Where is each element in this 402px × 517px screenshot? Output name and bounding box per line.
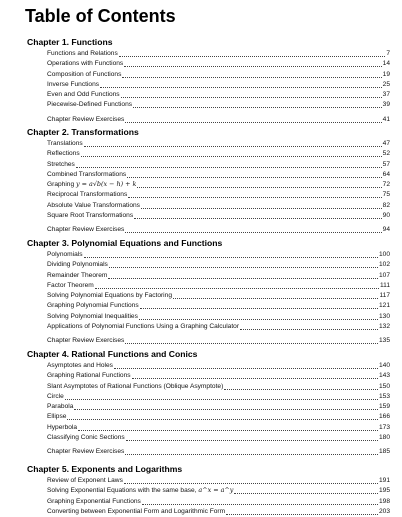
toc-entry[interactable] [47,291,390,301]
toc-entry[interactable] [47,301,390,311]
toc-entry[interactable] [47,139,390,149]
toc-entry-text: Converting between Exponential Form and Logarithmic Form [47,507,226,515]
toc-entry[interactable] [47,260,390,270]
page-number: 52 [382,150,390,158]
toc-entry[interactable] [47,322,390,332]
toc-entry-text: Solving Polynomial Inequalities [47,312,138,320]
chapter-review-entry[interactable] [47,115,390,125]
page-title: Table of Contents [25,6,176,26]
toc-entry-label [47,149,81,159]
toc-entry-text: Chapter Review Exercises [47,115,125,123]
toc-entry-label [47,322,240,332]
toc-entry-text: Chapter Review Exercises [47,226,125,234]
toc-entry-label [47,49,119,59]
toc-entry[interactable] [47,100,390,110]
page-number: 19 [382,70,390,78]
page-number: 198 [378,497,390,505]
toc-entry-label [47,160,76,170]
page-number: 111 [379,281,390,289]
page-number: 39 [382,101,390,109]
toc-entry-text: Graphing [47,181,75,189]
toc-entry[interactable] [47,433,390,443]
toc-entry-label [47,382,224,392]
toc-entry-label [47,433,126,443]
toc-entry-label [47,80,100,90]
page-number: 135 [378,337,390,345]
toc-entry-text: Even and Odd Functions [47,91,120,99]
dot-leader [114,368,378,369]
page-number: 107 [378,271,390,279]
toc-entry-list [47,476,390,517]
toc-entry-text: Polynomials [47,251,83,258]
toc-entry-text: Hyperbola [47,423,78,431]
page-number: 203 [378,507,390,515]
toc-entry-text: Applications of Polynomial Functions Using a Graphing Calculator [47,323,240,331]
toc-entry[interactable] [47,507,390,517]
page-number: 75 [382,191,390,199]
toc-entry[interactable] [47,497,390,507]
toc-entry[interactable] [47,392,390,402]
chapter-section [27,348,390,458]
toc-entry-text: Review of Exponent Laws [47,477,123,484]
toc-entry[interactable] [47,271,390,281]
dot-leader [137,187,381,188]
page-number: 153 [378,392,390,400]
toc-entry-label [47,447,125,457]
toc-entry-text: Piecewise-Defined Functions [47,101,133,109]
dot-leader [134,218,382,219]
dot-leader [122,77,381,78]
dot-leader [124,66,381,67]
dot-leader [74,409,378,410]
toc-entry[interactable] [47,382,390,392]
toc-entry-label [47,225,125,235]
toc-entry[interactable] [47,70,390,80]
dot-leader [78,430,378,431]
dot-leader [132,378,378,379]
toc-entry[interactable] [47,402,390,412]
toc-entry-text: Solving Exponential Equations with the same base, [47,487,197,495]
toc-entry-text: Reflections [47,150,80,158]
toc-entry[interactable] [47,59,390,69]
math-expression: a^x = a^y [198,486,234,495]
page-number: 191 [378,477,390,484]
toc-entry-list [47,139,390,236]
page-number: 37 [382,91,390,99]
page-number: 150 [378,382,390,390]
toc-entry[interactable] [47,160,390,170]
dot-leader [141,208,382,209]
toc-entry-text: Chapter Review Exercises [47,337,125,345]
dot-leader [67,419,378,420]
toc-entry-label [47,271,108,281]
page-number: 185 [378,448,390,456]
page-number: 143 [378,372,390,380]
dot-leader [119,56,386,57]
toc-entry-label [47,59,124,69]
toc-entry-text: Factor Theorem [47,281,94,289]
dot-leader [124,483,378,484]
toc-entry-label [47,371,132,381]
page-number: 132 [378,323,390,331]
toc-entry-text: Inverse Functions [47,80,100,88]
dot-leader [100,87,382,88]
toc-entry-text: Slant Asymptotes of Rational Functions (Oblique Asymptote) [47,382,224,390]
toc-entry-label [47,115,125,125]
chapter-section [27,237,390,347]
toc-entry-label [47,211,134,221]
dot-leader [121,97,382,98]
page-number: 140 [378,362,390,369]
chapter-heading[interactable]: Chapter 4. Rational Functions and Conics [27,349,198,359]
toc-entry[interactable] [47,361,390,371]
toc-entry-text: Remainder Theorem [47,271,108,279]
toc-entry-label [47,412,67,422]
math-expression: y = a√b(x − h) + k [75,180,137,189]
dot-leader [125,122,381,123]
toc-entry[interactable] [47,49,390,59]
toc-entry-label [47,90,121,100]
toc-entry-label [47,301,140,311]
toc-entry-label [47,139,84,149]
dot-leader [84,257,378,258]
dot-leader [95,288,379,289]
page-number: 102 [378,261,390,269]
toc-entry-label [47,291,173,301]
dot-leader [108,278,378,279]
page-number: 173 [378,423,390,431]
dot-leader [65,399,378,400]
chapter-section [27,36,390,125]
dot-leader [224,389,378,390]
toc-entry-text: Stretches [47,160,75,168]
toc-entry-text: Translations [47,140,83,147]
page-number: 130 [378,312,390,320]
toc-entry-label [47,423,78,433]
toc-entry[interactable] [47,80,390,90]
toc-entry-label [47,361,114,371]
dot-leader [240,329,378,330]
page-number: 14 [382,60,390,68]
page-number: 90 [382,212,390,220]
dot-leader [76,167,382,168]
page-number: 166 [378,413,390,421]
dot-leader [128,197,381,198]
toc-entry-label [47,507,226,517]
page-number: 25 [382,80,390,88]
page-number: 7 [386,50,390,57]
toc-entry[interactable] [47,149,390,159]
toc-entry-label [47,485,234,496]
dot-leader [84,146,382,147]
chapter-heading[interactable]: Chapter 2. Transformations [27,127,139,137]
toc-entry-text: Operations with Functions [47,60,124,68]
chapter-section [27,126,390,236]
toc-entry-text: Square Root Transformations [47,212,134,220]
toc-entry-list [47,250,390,347]
page-number: 195 [378,487,390,495]
chapter-review-entry[interactable] [47,336,390,346]
toc-entry-text: Asymptotes and Holes [47,362,113,369]
toc-entry[interactable] [47,312,390,322]
toc-entry[interactable] [47,250,390,260]
dot-leader [226,514,378,515]
dot-leader [126,440,378,441]
toc-entry-label [47,392,65,402]
toc-entry[interactable] [47,423,390,433]
toc-entry-label [47,100,133,110]
chapter-section [27,463,390,517]
chapter-review-entry[interactable] [47,225,390,235]
dot-leader [142,504,378,505]
chapter-heading[interactable]: Chapter 1. Functions [27,37,113,47]
dot-leader [125,232,381,233]
dot-leader [127,177,381,178]
page-number: 121 [378,302,390,310]
toc-entry[interactable] [47,371,390,381]
toc-entry-list [47,361,390,458]
dot-leader [125,454,378,455]
toc-entry[interactable] [47,90,390,100]
toc-entry-label [47,250,84,260]
dot-leader [109,267,378,268]
toc-entry-text: Solving Polynomial Equations by Factoring [47,292,172,300]
dot-leader [139,319,378,320]
toc-entry-text: Reciprocal Transformations [47,191,128,199]
toc-entry-label [47,281,95,291]
toc-entry-label [47,497,142,507]
page-number: 72 [382,181,390,189]
page-number: 180 [378,434,390,442]
toc-entry-text: Circle [47,392,64,400]
toc-entry-text: Ellipse [47,413,67,421]
chapter-heading[interactable]: Chapter 3. Polynomial Equations and Functions [27,238,223,248]
dot-leader [133,107,382,108]
toc-entry-label [47,402,74,412]
toc-entry-text: Graphing Polynomial Functions [47,302,139,310]
page-number: 57 [382,160,390,168]
toc-entry[interactable] [47,190,390,200]
dot-leader [125,343,378,344]
toc-entry-text: Parabola [47,403,74,411]
page-number: 41 [382,115,390,123]
chapter-review-entry[interactable] [47,447,390,457]
toc-entry-text: Functions and Relations [47,50,118,57]
dot-leader [173,298,379,299]
page-number: 47 [382,140,390,147]
dot-leader [81,156,382,157]
toc-entry-text: Graphing Rational Functions [47,372,131,380]
page-number: 159 [378,403,390,411]
dot-leader [140,308,378,309]
toc-entry-label [47,312,139,322]
toc-entry-text: Graphing Exponential Functions [47,497,141,505]
toc-entry[interactable] [47,486,390,496]
toc-entry-label [47,336,125,346]
toc-entry-text: Composition of Functions [47,70,122,78]
toc-entry-label [47,201,141,211]
page-number: 94 [382,226,390,234]
toc-entry[interactable] [47,281,390,291]
toc-entry-label [47,70,122,80]
toc-entry-text: Chapter Review Exercises [47,448,125,456]
toc-entry-list [47,49,390,125]
toc-entry-text: Absolute Value Transformations [47,201,140,209]
toc-entry[interactable] [47,180,390,190]
toc-entry-text: Combined Transformations [47,170,127,178]
toc-entry-label [47,260,109,270]
toc-entry-label [47,179,137,190]
dot-leader [234,493,378,494]
toc-entry-text: Classifying Conic Sections [47,434,125,442]
toc-entry[interactable] [47,412,390,422]
chapter-heading[interactable]: Chapter 5. Exponents and Logarithms [27,464,183,474]
toc-entry[interactable] [47,201,390,211]
toc-entry-label [47,190,128,200]
page-number: 82 [382,201,390,209]
page-number: 64 [382,170,390,178]
toc-entry[interactable] [47,211,390,221]
toc-entry-text: Dividing Polynomials [47,261,108,269]
page-number: 100 [378,251,390,258]
page-number: 117 [379,292,390,300]
